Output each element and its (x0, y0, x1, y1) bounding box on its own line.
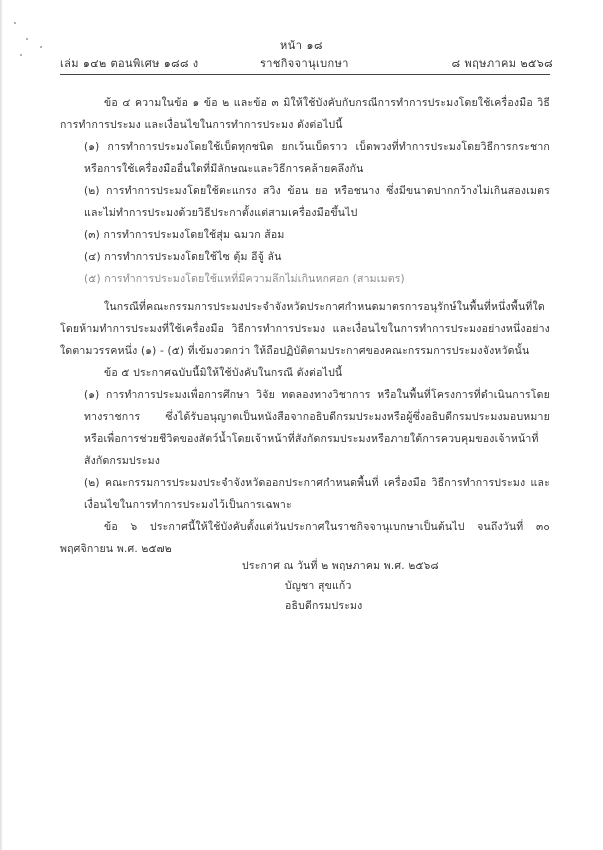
clause-4-item-4: (๔) การทำการประมงโดยใช้ไซ ตุ้ม อีจู้ ลัน (84, 251, 282, 263)
clause-5-item-2: (๒) คณะกรรมการประมงประจำจังหวัดออกประกาศกำหนดพื้นที่ เครื่องมือ วิธีการทำการประมง และเงื่อนไขในการทำการประมงไว้เป็นการเฉพาะ (84, 477, 550, 511)
header-rule (60, 74, 550, 75)
signatory-name: บัญชา สุขแก้ว (285, 580, 352, 592)
scan-edge-shadow (0, 0, 3, 850)
volume-issue: เล่ม ๑๔๒ ตอนพิเศษ ๑๘๘ ง (60, 57, 199, 70)
clause-4-item-2: (๒) การทำการประมงโดยใช้ตะแกรง สวิง ข้อน ยอ หรือชนาง ซึ่งมีขนาดปากกว้างไม่เกินสองเมตร และไม่ทำการประมงด้วยวิธีประกาตั้งแต่สามเครื่องมือขึ้นไป (84, 185, 550, 219)
clause-5-item-1: (๑) การทำการประมงเพื่อการศึกษา วิจัย ทดลองทางวิชาการ หรือในพื้นที่โครงการที่ดำเนินการโดยทางราชการ ซึ่งได้รับอนุญาตเป็นหนังสือจากอธิบดีกรมประมงหรือผู้ซึ่งอธิบดีกรมประมงมอบหมาย หรือเพื่อการช่วยชีวิตของสัตว์น้ำโดยเจ้าหน้าที่สังกัดกรมประมงหรือภายใต้การควบคุมของเจ้าหน้าที่สังกัดกรมประมง (84, 389, 550, 467)
document-body (60, 92, 550, 560)
clause-5: ข้อ ๕ ประกาศฉบับนี้มิให้ใช้บังคับในกรณี ดังต่อไปนี้ (104, 367, 343, 379)
scan-speck (20, 54, 22, 56)
page-number: หน้า ๑๘ (280, 39, 323, 52)
gazette-name: ราชกิจจานุเบกษา (260, 57, 349, 70)
announcement-date: ประกาศ ณ วันที่ ๒ พฤษภาคม พ.ศ. ๒๕๖๘ (242, 560, 439, 572)
clause-6: ข้อ ๖ ประกาศนี้ให้ใช้บังคับตั้งแต่วันประกาศในราชกิจจานุเบกษาเป็นต้นไป จนถึงวันที่ ๓๐ พฤศจิกายน พ.ศ. ๒๕๗๒ (60, 521, 550, 555)
clause-4: ข้อ ๔ ความในข้อ ๑ ข้อ ๒ และข้อ ๓ มิให้ใช้บังคับกับกรณีการทำการประมงโดยใช้เครื่องมือ วิธีการทำการประมง และเงื่อนไขในการทำการประมง ดังต่อไปนี้ (60, 97, 550, 131)
clause-4-paragraph-2: ในกรณีที่คณะกรรมการประมงประจำจังหวัดประกาศกำหนดมาตรการอนุรักษ์ในพื้นที่หนึ่งพื้นที่ใด โดยห้ามทำการประมงที่ใช้เครื่องมือ วิธีการทำการประมง และเงื่อนไขในการทำการประมงอย่างหนึ่งอย่างใดตามวรรคหนึ่ง (๑) - (๕) ที่เข้มงวดกว่า ให้ถือปฏิบัติตามประกาศของคณะกรรมการประมงจังหวัดนั้น (60, 301, 550, 357)
gazette-header (60, 54, 553, 72)
publication-date: ๘ พฤษภาคม ๒๕๖๘ (451, 57, 553, 70)
scan-speck (14, 22, 16, 24)
clause-4-item-3: (๓) การทำการประมงโดยใช้สุ่ม ฉมวก ส้อม (84, 229, 285, 241)
clause-4-item-5: (๕) การทำการประมงโดยใช้แหที่มีความลึกไม่เกินหกศอก (สามเมตร) (84, 273, 405, 285)
signatory-title: อธิบดีกรมประมง (285, 600, 363, 612)
clause-4-item-1: (๑) การทำการประมงโดยใช้เบ็ดทุกชนิด ยกเว้นเบ็ดราว เบ็ดพวงที่ทำการประมงโดยวิธีการกระชาก หรือการใช้เครื่องมืออื่นใดที่มีลักษณะและวิธีการคล้ายคลึงกัน (84, 141, 550, 175)
